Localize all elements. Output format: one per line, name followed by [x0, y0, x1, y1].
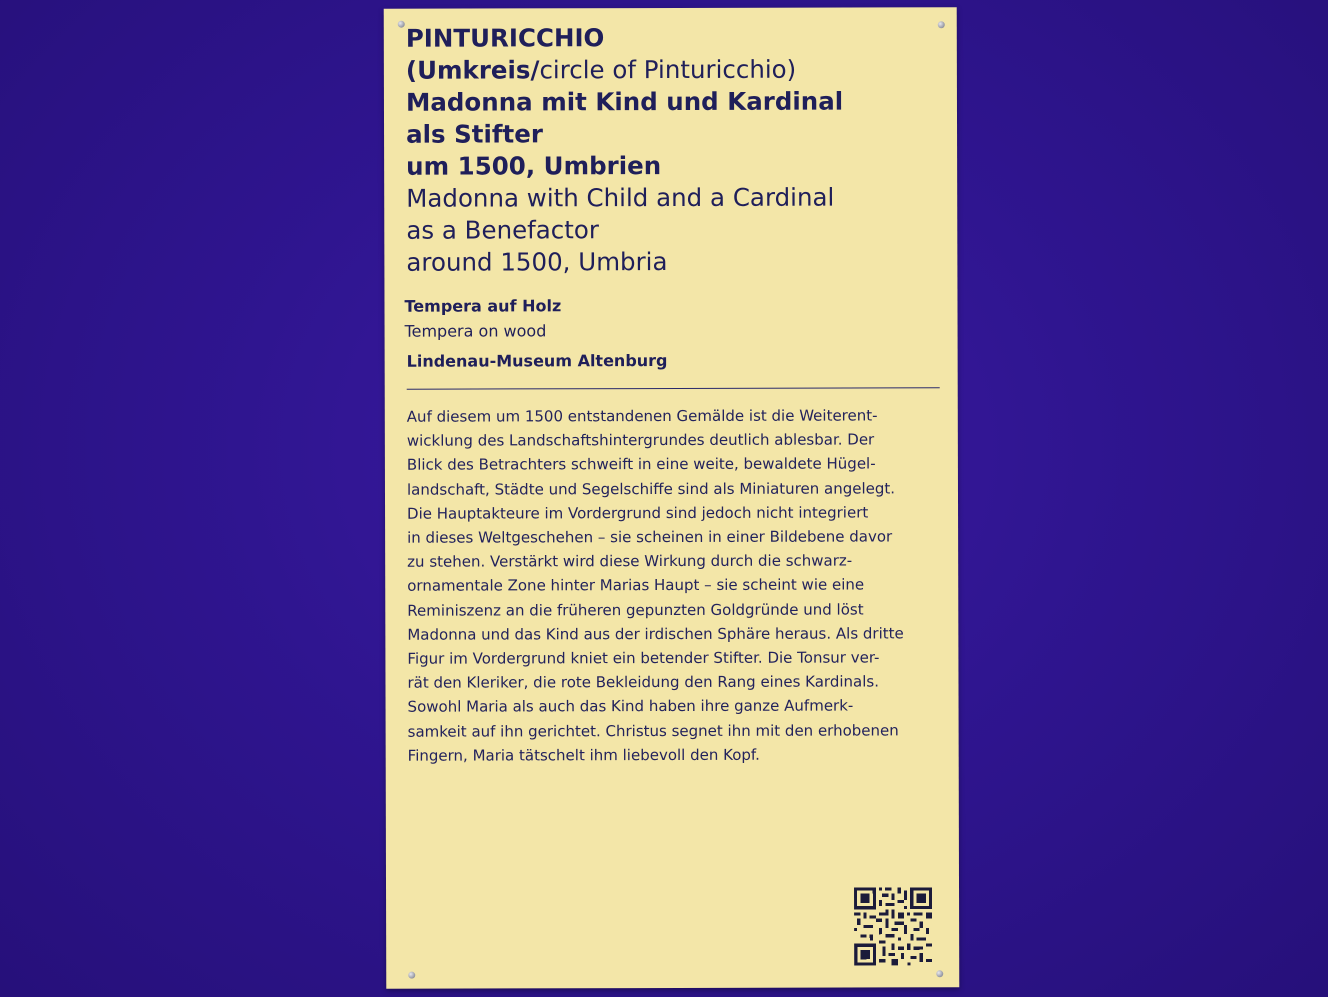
label-heading	[406, 21, 927, 278]
title-de-line1: Madonna mit Kind und Kardinal	[405, 86, 844, 117]
description-line: Madonna und das Kind aus der irdischen Sphäre heraus. Als dritte	[407, 624, 904, 644]
description-line: ornamentale Zone hinter Marias Haupt – sie scheint wie eine	[407, 575, 865, 596]
description-line: zu stehen. Verstärkt wird diese Wirkung durch die schwarz-	[407, 551, 853, 571]
collection-name: Lindenau-Museum Altenburg	[406, 351, 668, 371]
description	[407, 403, 948, 767]
date-en: around 1500, Umbria	[406, 247, 668, 277]
screw-icon	[938, 21, 945, 28]
title-de-line2: als Stifter	[406, 119, 543, 149]
description-line: Fingern, Maria tätschelt ihm liebevoll den Kopf.	[407, 745, 760, 765]
description-line: landschaft, Städte und Segelschiffe sind als Miniaturen angelegt.	[406, 479, 896, 499]
medium-block	[404, 292, 924, 343]
museum-label-placard	[384, 7, 960, 988]
divider	[407, 387, 940, 389]
description-line: wicklung des Landschaftshintergrundes deutlich ablesbar. Der	[406, 430, 875, 450]
attribution-en: circle of Pinturicchio)	[539, 54, 797, 85]
qr-code-icon[interactable]	[854, 887, 932, 965]
screw-icon	[936, 970, 943, 977]
medium-en: Tempera on wood	[404, 321, 547, 341]
title-en-line1: Madonna with Child and a Cardinal	[406, 182, 835, 213]
description-line: samkeit auf ihn gerichtet. Christus segnet ihn mit den erhobenen	[407, 721, 899, 741]
attribution-de: (Umkreis/	[405, 55, 540, 85]
description-line: Sowohl Maria als auch das Kind haben ihre ganze Aufmerk-	[407, 696, 854, 717]
description-line: rät den Kleriker, die rote Bekleidung den Rang eines Kardinals.	[407, 672, 879, 692]
screw-icon	[398, 21, 405, 28]
description-line: Figur im Vordergrund kniet ein betender Stifter. Die Tonsur ver-	[407, 648, 880, 668]
description-line: Blick des Betrachters schweift in eine weite, bewaldete Hügel-	[406, 454, 876, 475]
date-de: um 1500, Umbrien	[406, 151, 662, 181]
medium-de: Tempera auf Holz	[404, 296, 562, 316]
description-line: Die Hauptakteure im Vordergrund sind jedoch nicht integriert	[407, 503, 869, 523]
title-en-line2: as a Benefactor	[406, 215, 599, 245]
screw-icon	[408, 972, 415, 979]
description-line: Reminiszenz an die früheren gepunzten Goldgründe und löst	[407, 600, 864, 620]
description-line: in dieses Weltgeschehen – sie scheinen in einer Bildebene davor	[407, 527, 893, 547]
attribution	[406, 53, 926, 86]
description-line: Auf diesem um 1500 entstandenen Gemälde ist die Weiterent-	[406, 406, 878, 426]
artist-name: PINTURICCHIO	[405, 23, 605, 53]
